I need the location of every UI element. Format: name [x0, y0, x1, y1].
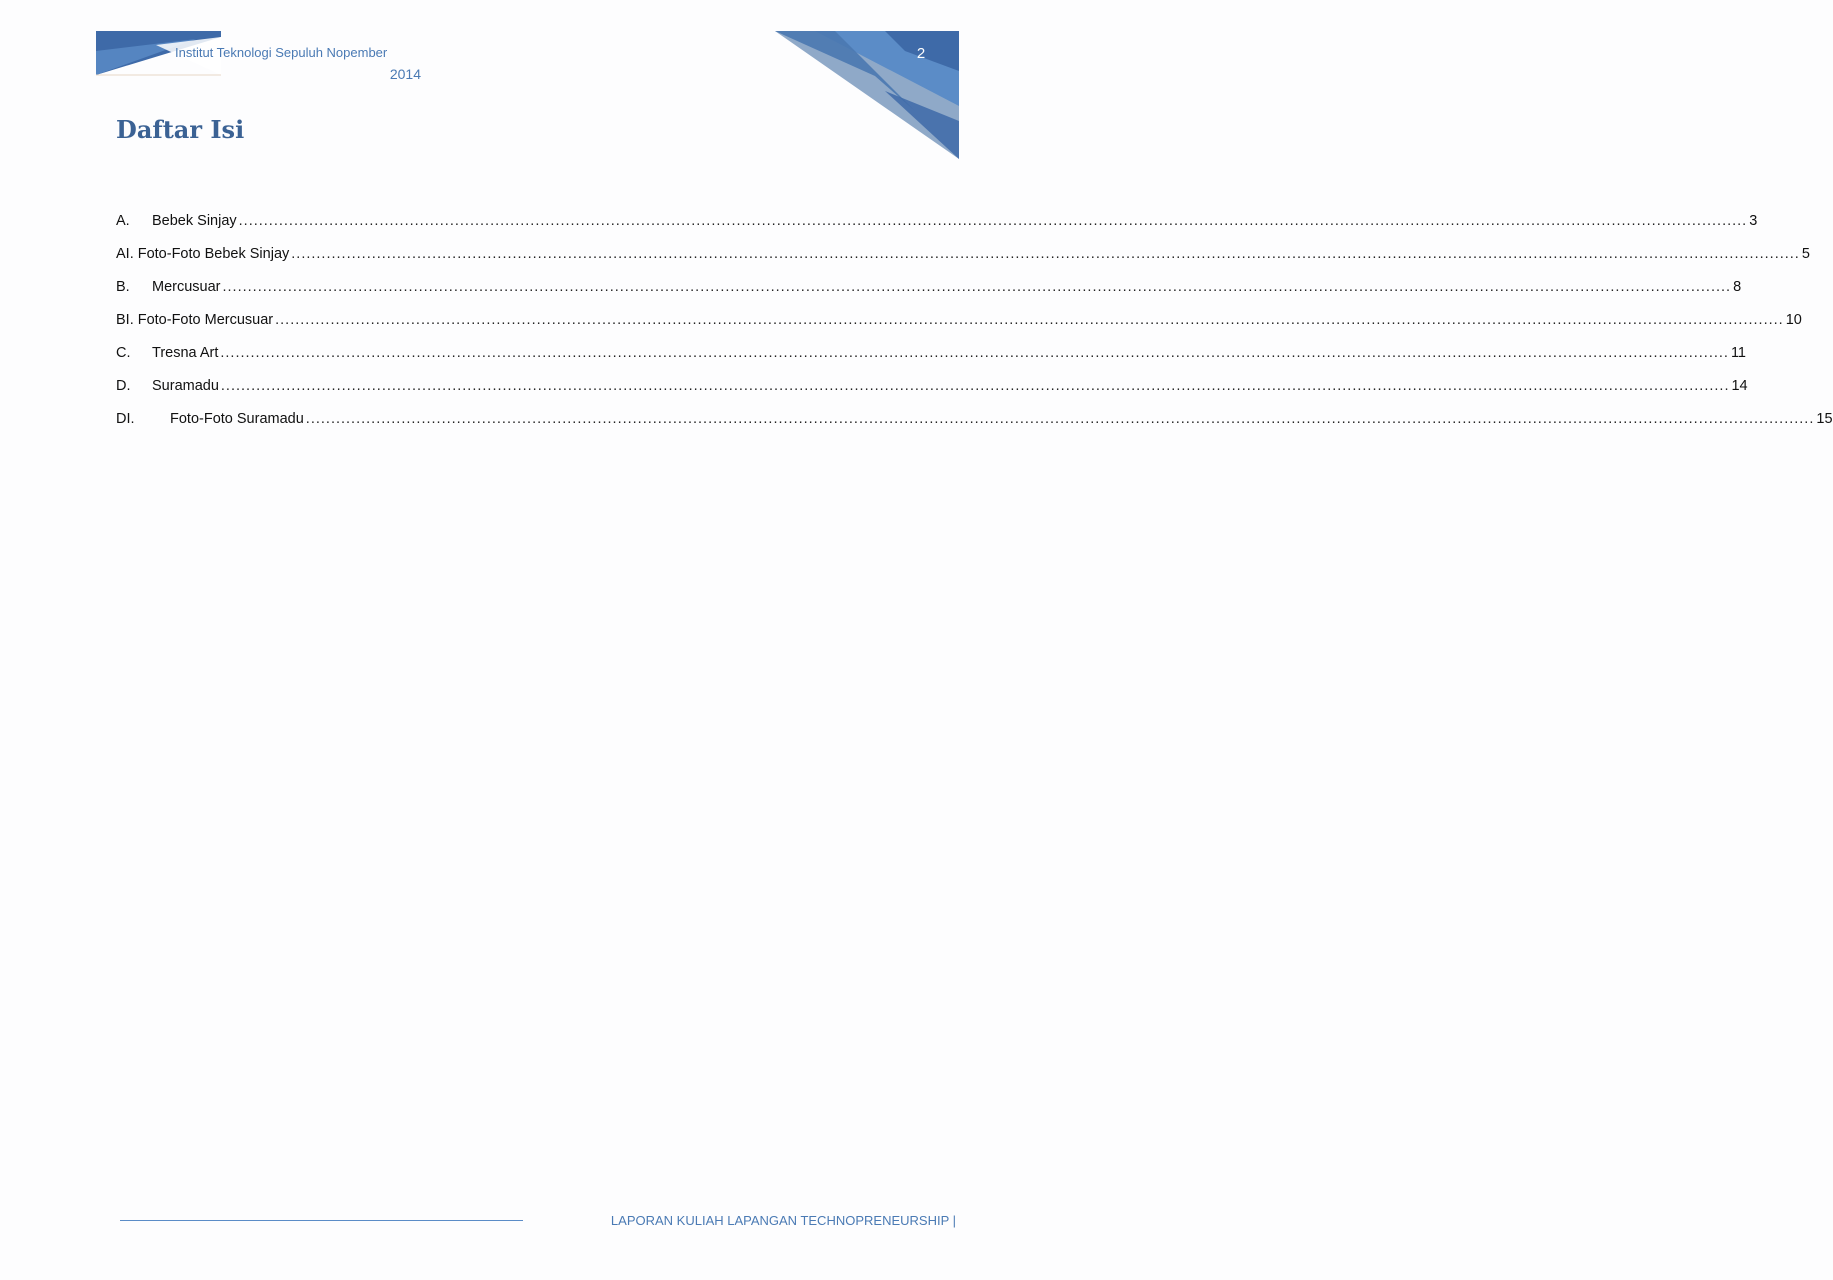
header-institute-name: Institut Teknologi Sepuluh Nopember — [175, 45, 388, 60]
toc-entry-title: Tresna Art — [152, 345, 219, 361]
toc-entry-title: Bebek Sinjay — [152, 213, 237, 229]
toc-entry-tresna-art[interactable] — [116, 345, 1746, 378]
toc-dot-leader: ............................................................................................................................................................................................................................................................................................................ — [291, 246, 1800, 262]
footer-report-title: LAPORAN KULIAH LAPANGAN TECHNOPRENEURSHIP | — [610, 1213, 956, 1228]
toc-entry-foto-bebek-sinjay[interactable] — [116, 246, 1810, 279]
footer-divider — [120, 1220, 523, 1221]
toc-entry-bebek-sinjay[interactable] — [116, 213, 1758, 246]
toc-entry-title: Mercusuar — [152, 279, 221, 295]
toc-entry-title: Foto-Foto Bebek Sinjay — [137, 246, 290, 262]
toc-entry-number: DI. — [116, 411, 135, 427]
toc-entry-number: B. — [116, 279, 130, 295]
toc-entry-foto-mercusuar[interactable] — [116, 312, 1802, 345]
toc-entry-mercusuar[interactable] — [116, 279, 1742, 312]
toc-entry-label — [116, 246, 289, 262]
toc-entry-title: Suramadu — [152, 378, 219, 394]
toc-entry-number: A. — [116, 213, 130, 229]
toc-entry-number: D. — [116, 378, 131, 394]
toc-entry-label — [116, 312, 273, 328]
toc-dot-leader: ............................................................................................................................................................................................................................................................................................................ — [220, 378, 1730, 394]
toc-entry-page: 3 — [1749, 213, 1758, 229]
toc-entry-number: C. — [116, 345, 131, 361]
toc-entry-number: AI. — [116, 246, 134, 262]
toc-entry-page: 10 — [1785, 312, 1802, 328]
table-of-contents — [116, 213, 1833, 444]
toc-entry-page: 15 — [1816, 411, 1833, 427]
toc-dot-leader: ............................................................................................................................................................................................................................................................................................................ — [220, 345, 1729, 361]
toc-entry-foto-suramadu[interactable] — [116, 411, 1833, 444]
toc-entry-label — [116, 345, 218, 361]
header-year: 2014 — [389, 66, 421, 82]
toc-entry-label — [116, 279, 221, 295]
toc-entry-page: 14 — [1731, 378, 1748, 394]
toc-entry-page: 8 — [1733, 279, 1742, 295]
toc-dot-leader: ............................................................................................................................................................................................................................................................................................................ — [275, 312, 1784, 328]
toc-entry-page: 11 — [1730, 345, 1746, 361]
toc-dot-leader: ............................................................................................................................................................................................................................................................................................................ — [222, 279, 1732, 295]
toc-entry-title: Foto-Foto Suramadu — [170, 411, 304, 427]
toc-dot-leader: ............................................................................................................................................................................................................................................................................................................ — [305, 411, 1815, 427]
toc-entry-suramadu[interactable] — [116, 378, 1748, 411]
toc-heading: Daftar Isi — [116, 115, 245, 144]
toc-entry-number: BI. — [116, 312, 134, 328]
page-number: 2 — [916, 45, 926, 62]
toc-entry-page: 5 — [1801, 246, 1810, 262]
toc-dot-leader: ............................................................................................................................................................................................................................................................................................................ — [238, 213, 1748, 229]
toc-entry-label — [116, 378, 219, 394]
toc-entry-label — [116, 411, 304, 427]
toc-entry-label — [116, 213, 237, 229]
toc-entry-title: Foto-Foto Mercusuar — [137, 312, 274, 328]
